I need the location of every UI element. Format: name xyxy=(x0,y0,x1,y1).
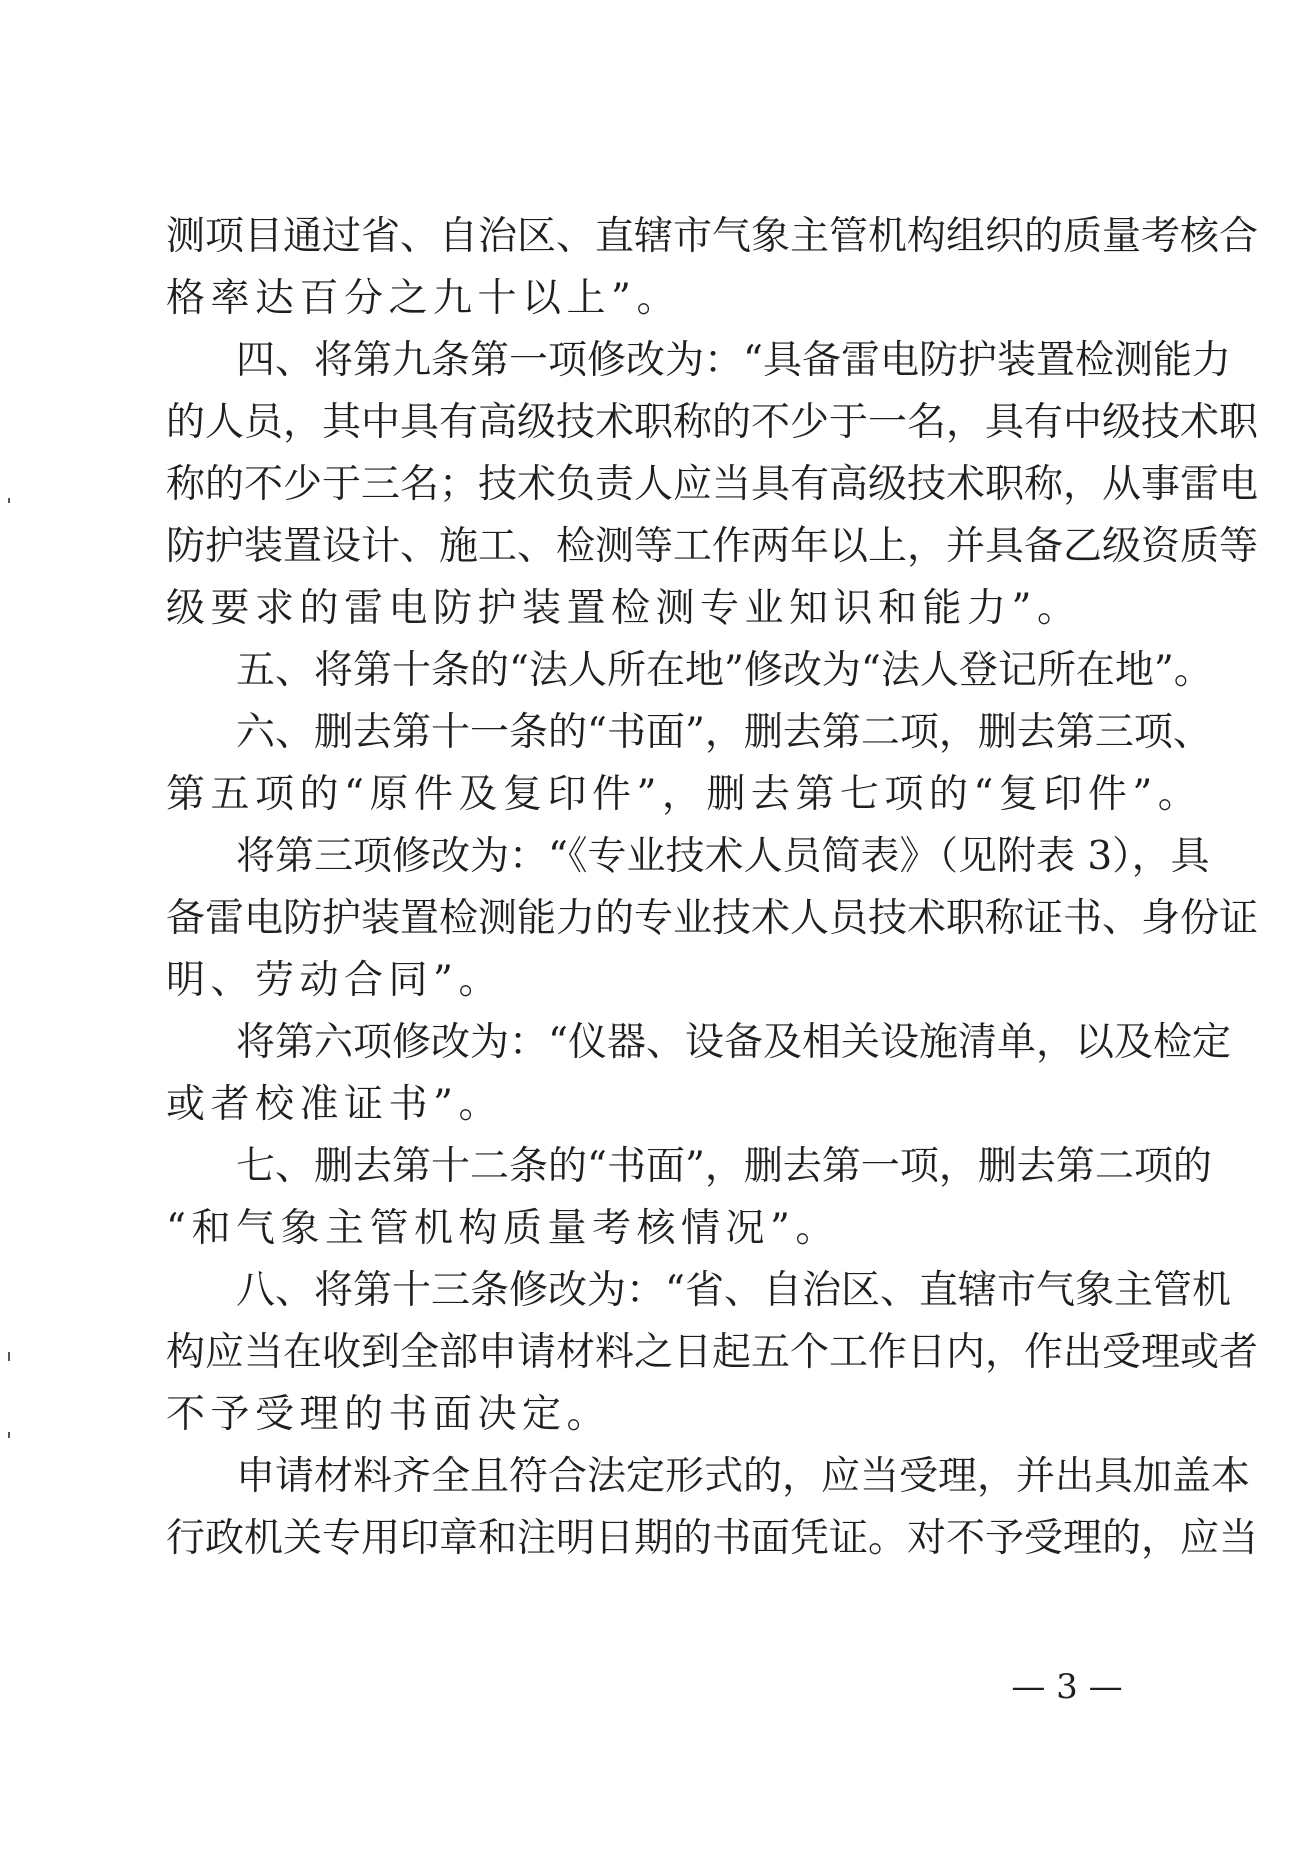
text-line: 构应当在收到全部申请材料之日起五个工作日内，作出受理或者 xyxy=(166,1330,1259,1375)
text-line: 申请材料齐全且符合法定形式的，应当受理，并出具加盖本 xyxy=(236,1454,1251,1499)
scan-mark xyxy=(8,1352,10,1361)
text-line: 称的不少于三名；技术负责人应当具有高级技术职称，从事雷电 xyxy=(166,462,1259,507)
scan-mark xyxy=(8,498,10,503)
text-line: 八、将第十三条修改为：“省、自治区、直辖市气象主管机 xyxy=(236,1268,1231,1313)
text-line: 防护装置设计、施工、检测等工作两年以上，并具备乙级资质等 xyxy=(166,524,1259,569)
text-line: 将第六项修改为：“仪器、设备及相关设施清单，以及检定 xyxy=(236,1020,1231,1065)
text-line: 级要求的雷电防护装置检测专业知识和能力”。 xyxy=(166,586,1082,631)
text-line: 四、将第九条第一项修改为：“具备雷电防护装置检测能力 xyxy=(236,338,1231,383)
text-line: “和气象主管机构质量考核情况”。 xyxy=(166,1206,840,1251)
text-line: 测项目通过省、自治区、直辖市气象主管机构组织的质量考核合 xyxy=(166,214,1259,259)
text-line: 五、将第十条的“法人所在地”修改为“法人登记所在地”。 xyxy=(236,648,1213,693)
text-line: 不予受理的书面决定。 xyxy=(166,1392,612,1437)
text-line: 或者校准证书”。 xyxy=(166,1082,503,1127)
text-line: 七、删去第十二条的“书面”，删去第一项，删去第二项的 xyxy=(236,1144,1212,1189)
text-line: 六、删去第十一条的“书面”，删去第二项，删去第三项、 xyxy=(236,710,1212,755)
text-line: 第五项的“原件及复印件”，删去第七项的“复印件”。 xyxy=(166,772,1203,817)
text-line: 备雷电防护装置检测能力的专业技术人员技术职称证书、身份证 xyxy=(166,896,1259,941)
page-number: — 3 — xyxy=(1011,1667,1123,1707)
text-line: 明、劳动合同”。 xyxy=(166,958,503,1003)
scan-mark xyxy=(8,1432,10,1438)
text-line: 格率达百分之九十以上”。 xyxy=(166,276,681,321)
text-line: 将第三项修改为：“《专业技术人员简表》（见附表 3），具 xyxy=(236,834,1210,879)
text-line: 行政机关专用印章和注明日期的书面凭证。对不予受理的，应当 xyxy=(166,1516,1259,1561)
text-line: 的人员，其中具有高级技术职称的不少于一名，具有中级技术职 xyxy=(166,400,1259,445)
